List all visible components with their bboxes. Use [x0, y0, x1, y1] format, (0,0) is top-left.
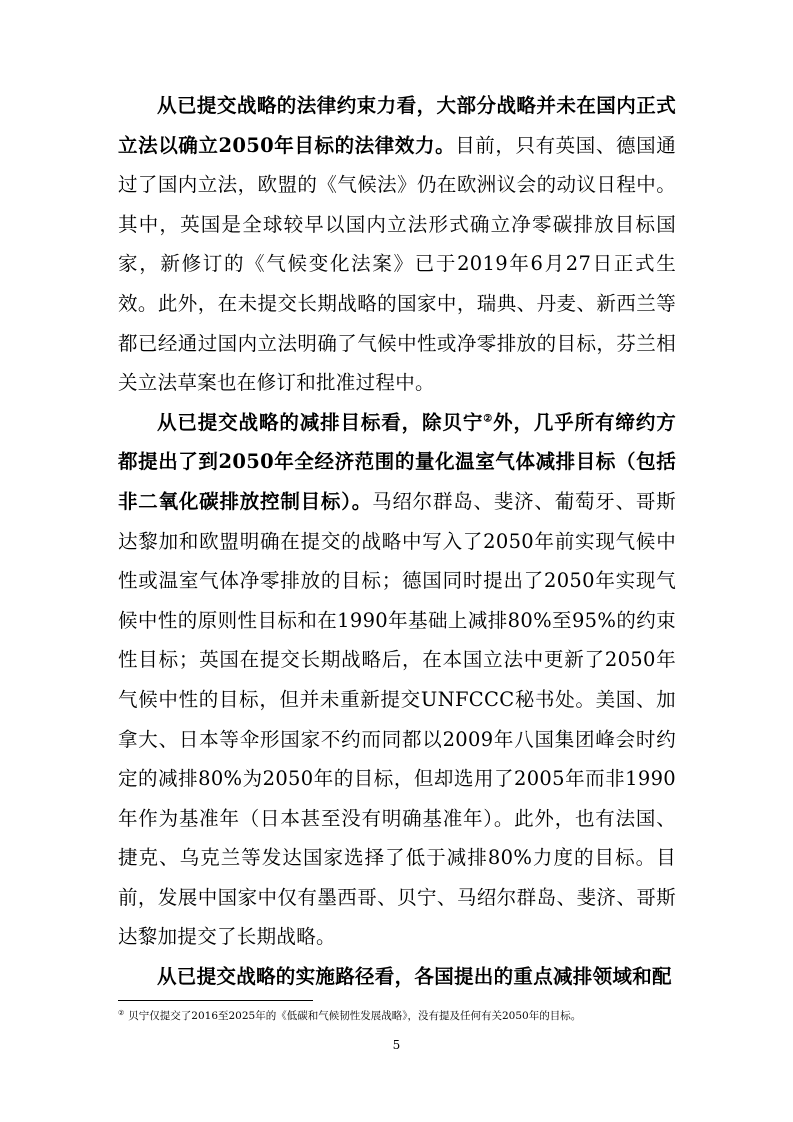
paragraph-lead-bold: 从已提交战略的法律约束力看，大部分战略并未在国内正式立法以确立2050年目标的法律效力。: [118, 94, 676, 157]
footnote-marker: ②: [118, 1008, 125, 1017]
paragraph-text: 马绍尔群岛、斐济、葡萄牙、哥斯达黎加和欧盟明确在提交的战略中写入了2050年前实现气候中性或温室气体净零排放的目标；德国同时提出了2050年实现气候中性的原则性目标和在1990年基础上减排80%至95%的约束性目标；英国在提交长期战略后，在本国立法中更新了2050年气候中性的目标，但并未重新提交UNFCCC秘书处。美国、加拿大、日本等伞形国家不约而同都以2009年八国集团峰会时约定的减排80%为2050年的目标，但却选用了2005年而非1990年作为基准年（日本甚至没有明确基准年）。此外，也有法国、捷克、乌克兰等发达国家选择了低于减排80%力度的目标。目前，发展中国家中仅有墨西哥、贝宁、马绍尔群岛、斐济、哥斯达黎加提交了长期战略。: [118, 489, 676, 949]
footnote-reference[interactable]: ②: [483, 413, 494, 425]
footnote-text: 贝宁仅提交了2016至2025年的《低碳和气候韧性发展战略》，没有提及任何有关2050年的目标。: [128, 1010, 582, 1022]
paragraph-text: 目前，只有英国、德国通过了国内立法，欧盟的《气候法》仍在欧洲议会的动议日程中。其中，英国是全球较早以国内立法形式确立净零碳排放目标国家，新修订的《气候变化法案》已于2019年6月27日正式生效。此外，在未提交长期战略的国家中，瑞典、丹麦、新西兰等都已经通过国内立法明确了气候中性或净零排放的目标，芬兰相关立法草案也在修订和批准过程中。: [118, 133, 676, 395]
paragraph-lead-bold: 从已提交战略的实施路径看，各国提出的重点减排领域和配: [157, 965, 672, 989]
paragraph-implementation-path: [118, 957, 676, 997]
page-body: [118, 86, 676, 997]
paragraph-legal-binding: [118, 86, 676, 403]
paragraph-lead-part1: 从已提交战略的减排目标看，除贝宁: [157, 410, 484, 434]
page-number: 5: [392, 1038, 401, 1052]
paragraph-reduction-targets: [118, 403, 676, 957]
footnote: [118, 1008, 678, 1024]
paragraph-lead-part2: 外，几乎所有缔约方都提出了到2050年全经济范围的量化温室气体减排目标（包括非二氧化碳排放控制目标）。: [118, 410, 677, 513]
footnote-divider: [118, 1000, 313, 1001]
